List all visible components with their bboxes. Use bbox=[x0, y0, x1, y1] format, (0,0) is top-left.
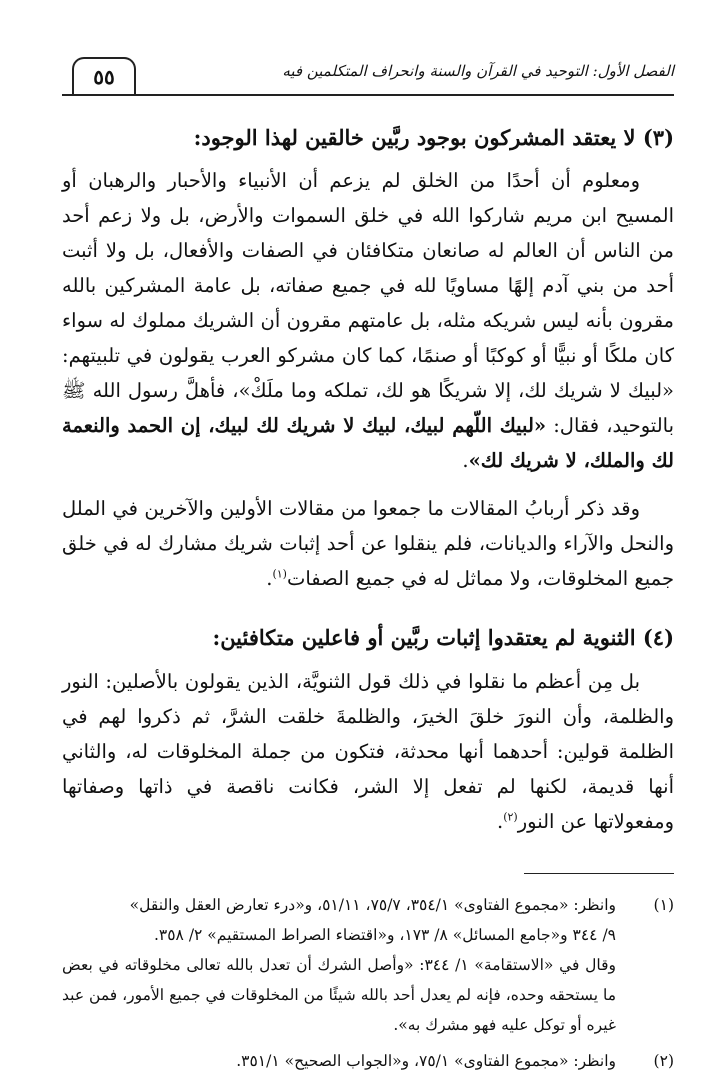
section-3-heading: (٣) لا يعتقد المشركون بوجود ربَّين خالقين لهذا الوجود: bbox=[193, 125, 674, 150]
footnotes bbox=[62, 890, 674, 1076]
page-number: ٥٥ bbox=[72, 57, 136, 95]
footnote-2-number: (٢) bbox=[653, 1051, 674, 1070]
paragraph-3-end: . bbox=[496, 809, 504, 833]
section-4-heading: (٤) الثنوية لم يعتقدوا إثبات ربَّين أو فاعلين متكافئين: bbox=[212, 625, 674, 651]
footnote-1-number: (١) bbox=[653, 895, 674, 914]
footnote-separator bbox=[524, 873, 674, 874]
paragraph-2-text: وقد ذكر أربابُ المقالات ما جمعوا من مقالات الأولين والآخرين في الملل والنحل والآراء والديانات، فلم ينقلوا عن أحد إثبات شريك مشارك له في خلق جميع المخلوقات، ولا مماثل له في جميع الصفات bbox=[62, 497, 674, 591]
footnote-2 bbox=[62, 1046, 674, 1076]
footnote-2-line-1: وانظر: «مجموع الفتاوى» ٧٥/١، و«الجواب الصحيح» ٣٥١/١. bbox=[236, 1051, 616, 1070]
running-header bbox=[62, 44, 674, 96]
footnote-1-line-2: ٩/ ٣٤٤ و«جامع المسائل» ٨/ ١٧٣، و«اقتضاء الصراط المستقيم» ٢/ ٣٥٨. bbox=[153, 925, 616, 944]
section-3-paragraph-1 bbox=[62, 163, 674, 478]
book-page bbox=[62, 44, 674, 1070]
paragraph-3-text: بل مِن أعظم ما نقلوا في ذلك قول الثنويَّة، الذين يقولون بالأصلين: النور والظلمة، وأن النورَ خلقَ الخيرَ، والظلمةَ خلقت الشرَّ، ثم ذكروا لهم في الظلمة قولين: أحدهما أنها محدثة، فتكون من جملة المخلوقات له، والثاني أنها قديمة، لكنها لم تفعل إلا الشر، فكانت ناقصة في ذاتها وصفاتها ومفعولاتها عن النور bbox=[62, 669, 674, 833]
talbiyah-quote: «لبيك اللّهم لبيك، لبيك لا شريك لك لبيك، إن الحمد والنعمة لك والملك، لا شريك لك» bbox=[62, 414, 674, 473]
footnote-1-line-3: وقال في «الاستقامة» ١/ ٣٤٤: «وأصل الشرك أن تعدل بالله تعالى مخلوقاته في بعض ما يستحقه وحده، فإنه لم يعدل أحد بالله شيئًا من المخلوقات في جميع الأمور، فمن عبد غيره أو توكل عليه فهو مشرك به». bbox=[62, 955, 616, 1034]
paragraph-1-end: . bbox=[462, 449, 469, 473]
footnote-1-line-1: وانظر: «مجموع الفتاوى» ٣٥٤/١، ٧٥/٧، ٥١/١١، و«درء تعارض العقل والنقل» bbox=[129, 895, 616, 914]
running-title: الفصل الأول: التوحيد في القرآن والسنة وانحراف المتكلمين فيه bbox=[282, 62, 674, 80]
section-4-paragraph bbox=[62, 664, 674, 839]
paragraph-1-text: ومعلوم أن أحدًا من الخلق لم يزعم أن الأنبياء والأحبار والرهبان أو المسيح ابن مريم شاركوا الله في خلق السموات والأرض، بل ولا زعم أحد من الناس أن العالم له صانعان متكافئان في الصفات والأفعال، بل ولا أثبت أحد من بني آدم إلهًا مساويًا لله في جميع صفاته، بل عامة المشركين بالله مقرون بأنه ليس شريكه مثله، بل عامتهم مقرون أن الشريك مملوك له سواء كان ملكًا أو نبيًّا أو كوكبًا أو صنمًا، كما كان مشركو العرب يقولون في تلبيتهم: «لبيك لا شريك لك، إلا شريكًا هو لك، تملكه وما ملَكْ»، فأهلَّ رسول الله ﷺ بالتوحيد، فقال: bbox=[62, 169, 674, 438]
section-3-paragraph-2 bbox=[62, 491, 674, 596]
footnote-1 bbox=[62, 890, 674, 1040]
footnote-ref-2[interactable]: (٢) bbox=[503, 810, 518, 824]
paragraph-2-end: . bbox=[266, 567, 273, 591]
footnote-ref-1[interactable]: (١) bbox=[272, 567, 287, 581]
